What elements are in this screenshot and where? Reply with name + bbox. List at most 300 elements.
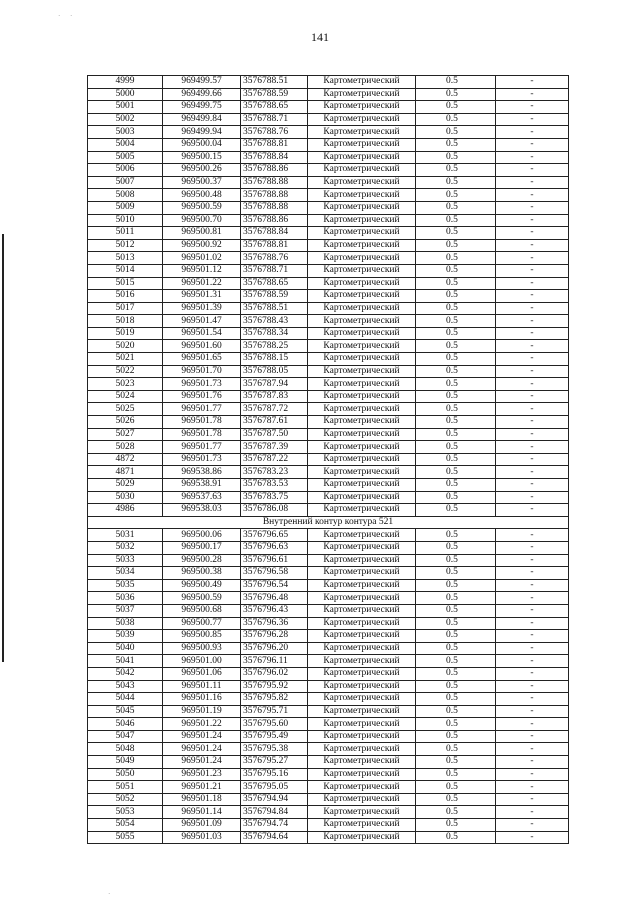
point-number-cell: 5015 bbox=[88, 277, 163, 290]
table-row bbox=[88, 227, 569, 240]
table-row bbox=[88, 441, 569, 454]
description-cell: - bbox=[496, 756, 569, 769]
point-number-cell: 5042 bbox=[88, 667, 163, 680]
x-coordinate-cell: 969500.59 bbox=[163, 592, 241, 605]
method-cell: Картометрический bbox=[308, 390, 416, 403]
table-row bbox=[88, 126, 569, 139]
x-coordinate-cell: 969501.16 bbox=[163, 693, 241, 706]
precision-cell: 0.5 bbox=[416, 806, 496, 819]
description-cell: - bbox=[496, 189, 569, 202]
table-row bbox=[88, 642, 569, 655]
x-coordinate-cell: 969499.75 bbox=[163, 101, 241, 114]
method-cell: Картометрический bbox=[308, 365, 416, 378]
description-cell: - bbox=[496, 201, 569, 214]
precision-cell: 0.5 bbox=[416, 441, 496, 454]
description-cell: - bbox=[496, 239, 569, 252]
table-row bbox=[88, 655, 569, 668]
x-coordinate-cell: 969500.85 bbox=[163, 630, 241, 643]
point-number-cell: 5032 bbox=[88, 541, 163, 554]
table-row bbox=[88, 214, 569, 227]
y-coordinate-cell: 3576796.02 bbox=[241, 667, 308, 680]
x-coordinate-cell: 969501.24 bbox=[163, 730, 241, 743]
description-cell: - bbox=[496, 88, 569, 101]
x-coordinate-cell: 969500.06 bbox=[163, 529, 241, 542]
point-number-cell: 5021 bbox=[88, 353, 163, 366]
table-row bbox=[88, 252, 569, 265]
description-cell: - bbox=[496, 592, 569, 605]
x-coordinate-cell: 969500.77 bbox=[163, 617, 241, 630]
method-cell: Картометрический bbox=[308, 403, 416, 416]
point-number-cell: 5040 bbox=[88, 642, 163, 655]
table-row bbox=[88, 466, 569, 479]
table-section-header bbox=[88, 516, 569, 529]
method-cell: Картометрический bbox=[308, 290, 416, 303]
x-coordinate-cell: 969501.22 bbox=[163, 277, 241, 290]
precision-cell: 0.5 bbox=[416, 819, 496, 832]
table-row bbox=[88, 428, 569, 441]
x-coordinate-cell: 969501.54 bbox=[163, 327, 241, 340]
method-cell: Картометрический bbox=[308, 201, 416, 214]
y-coordinate-cell: 3576788.81 bbox=[241, 138, 308, 151]
point-number-cell: 5030 bbox=[88, 491, 163, 504]
y-coordinate-cell: 3576787.39 bbox=[241, 441, 308, 454]
description-cell: - bbox=[496, 76, 569, 89]
scan-speck: · bbox=[70, 12, 73, 20]
point-number-cell: 5023 bbox=[88, 378, 163, 391]
y-coordinate-cell: 3576788.59 bbox=[241, 290, 308, 303]
y-coordinate-cell: 3576788.76 bbox=[241, 126, 308, 139]
table-row bbox=[88, 529, 569, 542]
table-body-inner-contour bbox=[88, 529, 569, 844]
method-cell: Картометрический bbox=[308, 718, 416, 731]
method-cell: Картометрический bbox=[308, 541, 416, 554]
y-coordinate-cell: 3576787.83 bbox=[241, 390, 308, 403]
y-coordinate-cell: 3576788.84 bbox=[241, 151, 308, 164]
precision-cell: 0.5 bbox=[416, 541, 496, 554]
point-number-cell: 5026 bbox=[88, 416, 163, 429]
x-coordinate-cell: 969501.21 bbox=[163, 781, 241, 794]
precision-cell: 0.5 bbox=[416, 151, 496, 164]
x-coordinate-cell: 969501.73 bbox=[163, 378, 241, 391]
method-cell: Картометрический bbox=[308, 315, 416, 328]
precision-cell: 0.5 bbox=[416, 340, 496, 353]
x-coordinate-cell: 969501.19 bbox=[163, 705, 241, 718]
table-row bbox=[88, 756, 569, 769]
y-coordinate-cell: 3576788.86 bbox=[241, 214, 308, 227]
y-coordinate-cell: 3576787.61 bbox=[241, 416, 308, 429]
x-coordinate-cell: 969501.24 bbox=[163, 756, 241, 769]
table-row bbox=[88, 604, 569, 617]
table-row bbox=[88, 353, 569, 366]
table-row bbox=[88, 201, 569, 214]
table-row bbox=[88, 88, 569, 101]
y-coordinate-cell: 3576796.65 bbox=[241, 529, 308, 542]
x-coordinate-cell: 969501.12 bbox=[163, 264, 241, 277]
method-cell: Картометрический bbox=[308, 277, 416, 290]
coordinates-table bbox=[87, 75, 569, 844]
page-number: 141 bbox=[311, 30, 329, 44]
x-coordinate-cell: 969500.17 bbox=[163, 541, 241, 554]
x-coordinate-cell: 969500.04 bbox=[163, 138, 241, 151]
description-cell: - bbox=[496, 264, 569, 277]
table-row bbox=[88, 403, 569, 416]
point-number-cell: 5022 bbox=[88, 365, 163, 378]
x-coordinate-cell: 969537.63 bbox=[163, 491, 241, 504]
description-cell: - bbox=[496, 504, 569, 517]
precision-cell: 0.5 bbox=[416, 176, 496, 189]
y-coordinate-cell: 3576795.05 bbox=[241, 781, 308, 794]
precision-cell: 0.5 bbox=[416, 390, 496, 403]
precision-cell: 0.5 bbox=[416, 756, 496, 769]
description-cell: - bbox=[496, 541, 569, 554]
point-number-cell: 5013 bbox=[88, 252, 163, 265]
table-row bbox=[88, 365, 569, 378]
method-cell: Картометрический bbox=[308, 441, 416, 454]
description-cell: - bbox=[496, 302, 569, 315]
x-coordinate-cell: 969501.78 bbox=[163, 416, 241, 429]
precision-cell: 0.5 bbox=[416, 252, 496, 265]
precision-cell: 0.5 bbox=[416, 88, 496, 101]
precision-cell: 0.5 bbox=[416, 479, 496, 492]
x-coordinate-cell: 969501.23 bbox=[163, 768, 241, 781]
y-coordinate-cell: 3576796.43 bbox=[241, 604, 308, 617]
precision-cell: 0.5 bbox=[416, 617, 496, 630]
precision-cell: 0.5 bbox=[416, 378, 496, 391]
point-number-cell: 5039 bbox=[88, 630, 163, 643]
precision-cell: 0.5 bbox=[416, 768, 496, 781]
precision-cell: 0.5 bbox=[416, 201, 496, 214]
method-cell: Картометрический bbox=[308, 604, 416, 617]
x-coordinate-cell: 969501.77 bbox=[163, 441, 241, 454]
precision-cell: 0.5 bbox=[416, 730, 496, 743]
y-coordinate-cell: 3576796.58 bbox=[241, 567, 308, 580]
point-number-cell: 5027 bbox=[88, 428, 163, 441]
y-coordinate-cell: 3576795.82 bbox=[241, 693, 308, 706]
table-row bbox=[88, 579, 569, 592]
description-cell: - bbox=[496, 718, 569, 731]
x-coordinate-cell: 969500.49 bbox=[163, 579, 241, 592]
point-number-cell: 5053 bbox=[88, 806, 163, 819]
description-cell: - bbox=[496, 781, 569, 794]
x-coordinate-cell: 969500.59 bbox=[163, 201, 241, 214]
method-cell: Картометрический bbox=[308, 680, 416, 693]
y-coordinate-cell: 3576788.43 bbox=[241, 315, 308, 328]
precision-cell: 0.5 bbox=[416, 604, 496, 617]
table-row bbox=[88, 453, 569, 466]
y-coordinate-cell: 3576788.88 bbox=[241, 189, 308, 202]
y-coordinate-cell: 3576783.75 bbox=[241, 491, 308, 504]
description-cell: - bbox=[496, 819, 569, 832]
point-number-cell: 5006 bbox=[88, 164, 163, 177]
y-coordinate-cell: 3576796.54 bbox=[241, 579, 308, 592]
y-coordinate-cell: 3576787.50 bbox=[241, 428, 308, 441]
x-coordinate-cell: 969500.93 bbox=[163, 642, 241, 655]
table-row bbox=[88, 768, 569, 781]
x-coordinate-cell: 969501.24 bbox=[163, 743, 241, 756]
table-row bbox=[88, 541, 569, 554]
table-row bbox=[88, 390, 569, 403]
precision-cell: 0.5 bbox=[416, 315, 496, 328]
method-cell: Картометрический bbox=[308, 617, 416, 630]
description-cell: - bbox=[496, 705, 569, 718]
x-coordinate-cell: 969500.28 bbox=[163, 554, 241, 567]
x-coordinate-cell: 969501.00 bbox=[163, 655, 241, 668]
method-cell: Картометрический bbox=[308, 466, 416, 479]
y-coordinate-cell: 3576795.49 bbox=[241, 730, 308, 743]
x-coordinate-cell: 969500.48 bbox=[163, 189, 241, 202]
method-cell: Картометрический bbox=[308, 227, 416, 240]
table-row bbox=[88, 718, 569, 731]
x-coordinate-cell: 969500.70 bbox=[163, 214, 241, 227]
y-coordinate-cell: 3576788.76 bbox=[241, 252, 308, 265]
y-coordinate-cell: 3576796.11 bbox=[241, 655, 308, 668]
table-row bbox=[88, 592, 569, 605]
y-coordinate-cell: 3576783.53 bbox=[241, 479, 308, 492]
table-row bbox=[88, 277, 569, 290]
description-cell: - bbox=[496, 378, 569, 391]
point-number-cell: 5047 bbox=[88, 730, 163, 743]
y-coordinate-cell: 3576788.65 bbox=[241, 101, 308, 114]
method-cell: Картометрический bbox=[308, 428, 416, 441]
point-number-cell: 5044 bbox=[88, 693, 163, 706]
table-row bbox=[88, 290, 569, 303]
method-cell: Картометрический bbox=[308, 693, 416, 706]
precision-cell: 0.5 bbox=[416, 365, 496, 378]
description-cell: - bbox=[496, 567, 569, 580]
precision-cell: 0.5 bbox=[416, 113, 496, 126]
method-cell: Картометрический bbox=[308, 705, 416, 718]
method-cell: Картометрический bbox=[308, 151, 416, 164]
method-cell: Картометрический bbox=[308, 214, 416, 227]
description-cell: - bbox=[496, 327, 569, 340]
y-coordinate-cell: 3576788.88 bbox=[241, 201, 308, 214]
point-number-cell: 5012 bbox=[88, 239, 163, 252]
point-number-cell: 5036 bbox=[88, 592, 163, 605]
table-row bbox=[88, 113, 569, 126]
y-coordinate-cell: 3576795.38 bbox=[241, 743, 308, 756]
table-row bbox=[88, 705, 569, 718]
method-cell: Картометрический bbox=[308, 667, 416, 680]
y-coordinate-cell: 3576788.71 bbox=[241, 113, 308, 126]
precision-cell: 0.5 bbox=[416, 264, 496, 277]
table-row bbox=[88, 340, 569, 353]
method-cell: Картометрический bbox=[308, 567, 416, 580]
method-cell: Картометрический bbox=[308, 126, 416, 139]
point-number-cell: 5000 bbox=[88, 88, 163, 101]
x-coordinate-cell: 969501.60 bbox=[163, 340, 241, 353]
description-cell: - bbox=[496, 466, 569, 479]
y-coordinate-cell: 3576788.15 bbox=[241, 353, 308, 366]
table-row bbox=[88, 479, 569, 492]
precision-cell: 0.5 bbox=[416, 403, 496, 416]
method-cell: Картометрический bbox=[308, 806, 416, 819]
x-coordinate-cell: 969538.86 bbox=[163, 466, 241, 479]
precision-cell: 0.5 bbox=[416, 579, 496, 592]
x-coordinate-cell: 969501.11 bbox=[163, 680, 241, 693]
method-cell: Картометрический bbox=[308, 781, 416, 794]
description-cell: - bbox=[496, 604, 569, 617]
section-title: Внутренний контур контура 521 bbox=[88, 516, 569, 529]
x-coordinate-cell: 969499.57 bbox=[163, 76, 241, 89]
point-number-cell: 4871 bbox=[88, 466, 163, 479]
y-coordinate-cell: 3576795.16 bbox=[241, 768, 308, 781]
x-coordinate-cell: 969501.39 bbox=[163, 302, 241, 315]
method-cell: Картометрический bbox=[308, 819, 416, 832]
method-cell: Картометрический bbox=[308, 239, 416, 252]
method-cell: Картометрический bbox=[308, 264, 416, 277]
point-number-cell: 5035 bbox=[88, 579, 163, 592]
point-number-cell: 5028 bbox=[88, 441, 163, 454]
point-number-cell: 5051 bbox=[88, 781, 163, 794]
description-cell: - bbox=[496, 113, 569, 126]
point-number-cell: 5008 bbox=[88, 189, 163, 202]
description-cell: - bbox=[496, 441, 569, 454]
precision-cell: 0.5 bbox=[416, 529, 496, 542]
y-coordinate-cell: 3576788.25 bbox=[241, 340, 308, 353]
precision-cell: 0.5 bbox=[416, 327, 496, 340]
precision-cell: 0.5 bbox=[416, 466, 496, 479]
table-row bbox=[88, 101, 569, 114]
method-cell: Картометрический bbox=[308, 164, 416, 177]
x-coordinate-cell: 969500.92 bbox=[163, 239, 241, 252]
precision-cell: 0.5 bbox=[416, 592, 496, 605]
description-cell: - bbox=[496, 353, 569, 366]
y-coordinate-cell: 3576794.84 bbox=[241, 806, 308, 819]
point-number-cell: 5017 bbox=[88, 302, 163, 315]
method-cell: Картометрический bbox=[308, 592, 416, 605]
precision-cell: 0.5 bbox=[416, 831, 496, 844]
precision-cell: 0.5 bbox=[416, 101, 496, 114]
method-cell: Картометрический bbox=[308, 743, 416, 756]
table-row bbox=[88, 693, 569, 706]
point-number-cell: 4999 bbox=[88, 76, 163, 89]
description-cell: - bbox=[496, 579, 569, 592]
table-row bbox=[88, 617, 569, 630]
method-cell: Картометрический bbox=[308, 554, 416, 567]
x-coordinate-cell: 969501.73 bbox=[163, 453, 241, 466]
y-coordinate-cell: 3576795.92 bbox=[241, 680, 308, 693]
precision-cell: 0.5 bbox=[416, 302, 496, 315]
method-cell: Картометрический bbox=[308, 76, 416, 89]
table-body-outer-contour bbox=[88, 76, 569, 517]
precision-cell: 0.5 bbox=[416, 214, 496, 227]
point-number-cell: 5033 bbox=[88, 554, 163, 567]
method-cell: Картометрический bbox=[308, 655, 416, 668]
description-cell: - bbox=[496, 743, 569, 756]
x-coordinate-cell: 969501.31 bbox=[163, 290, 241, 303]
x-coordinate-cell: 969500.26 bbox=[163, 164, 241, 177]
description-cell: - bbox=[496, 793, 569, 806]
point-number-cell: 5045 bbox=[88, 705, 163, 718]
precision-cell: 0.5 bbox=[416, 793, 496, 806]
precision-cell: 0.5 bbox=[416, 227, 496, 240]
precision-cell: 0.5 bbox=[416, 655, 496, 668]
point-number-cell: 5054 bbox=[88, 819, 163, 832]
method-cell: Картометрический bbox=[308, 453, 416, 466]
precision-cell: 0.5 bbox=[416, 76, 496, 89]
x-coordinate-cell: 969501.09 bbox=[163, 819, 241, 832]
precision-cell: 0.5 bbox=[416, 781, 496, 794]
method-cell: Картометрический bbox=[308, 756, 416, 769]
method-cell: Картометрический bbox=[308, 831, 416, 844]
point-number-cell: 5038 bbox=[88, 617, 163, 630]
description-cell: - bbox=[496, 214, 569, 227]
description-cell: - bbox=[496, 151, 569, 164]
description-cell: - bbox=[496, 428, 569, 441]
point-number-cell: 5049 bbox=[88, 756, 163, 769]
x-coordinate-cell: 969538.91 bbox=[163, 479, 241, 492]
y-coordinate-cell: 3576796.61 bbox=[241, 554, 308, 567]
method-cell: Картометрический bbox=[308, 378, 416, 391]
description-cell: - bbox=[496, 630, 569, 643]
table-row bbox=[88, 416, 569, 429]
y-coordinate-cell: 3576786.08 bbox=[241, 504, 308, 517]
table-row bbox=[88, 378, 569, 391]
precision-cell: 0.5 bbox=[416, 189, 496, 202]
x-coordinate-cell: 969501.03 bbox=[163, 831, 241, 844]
y-coordinate-cell: 3576783.23 bbox=[241, 466, 308, 479]
description-cell: - bbox=[496, 831, 569, 844]
y-coordinate-cell: 3576794.64 bbox=[241, 831, 308, 844]
point-number-cell: 5052 bbox=[88, 793, 163, 806]
table-row bbox=[88, 793, 569, 806]
y-coordinate-cell: 3576787.22 bbox=[241, 453, 308, 466]
point-number-cell: 4986 bbox=[88, 504, 163, 517]
table-row bbox=[88, 831, 569, 844]
y-coordinate-cell: 3576788.71 bbox=[241, 264, 308, 277]
description-cell: - bbox=[496, 138, 569, 151]
y-coordinate-cell: 3576787.94 bbox=[241, 378, 308, 391]
description-cell: - bbox=[496, 403, 569, 416]
point-number-cell: 5029 bbox=[88, 479, 163, 492]
description-cell: - bbox=[496, 176, 569, 189]
precision-cell: 0.5 bbox=[416, 504, 496, 517]
x-coordinate-cell: 969501.76 bbox=[163, 390, 241, 403]
table-row bbox=[88, 138, 569, 151]
method-cell: Картометрический bbox=[308, 138, 416, 151]
y-coordinate-cell: 3576796.20 bbox=[241, 642, 308, 655]
description-cell: - bbox=[496, 693, 569, 706]
method-cell: Картометрический bbox=[308, 189, 416, 202]
method-cell: Картометрический bbox=[308, 327, 416, 340]
precision-cell: 0.5 bbox=[416, 680, 496, 693]
description-cell: - bbox=[496, 416, 569, 429]
point-number-cell: 5003 bbox=[88, 126, 163, 139]
section-row bbox=[88, 516, 569, 529]
table-row bbox=[88, 302, 569, 315]
precision-cell: 0.5 bbox=[416, 693, 496, 706]
precision-cell: 0.5 bbox=[416, 428, 496, 441]
method-cell: Картометрический bbox=[308, 88, 416, 101]
x-coordinate-cell: 969501.18 bbox=[163, 793, 241, 806]
x-coordinate-cell: 969499.66 bbox=[163, 88, 241, 101]
table-row bbox=[88, 264, 569, 277]
y-coordinate-cell: 3576795.60 bbox=[241, 718, 308, 731]
table-row bbox=[88, 151, 569, 164]
table-row bbox=[88, 781, 569, 794]
method-cell: Картометрический bbox=[308, 579, 416, 592]
method-cell: Картометрический bbox=[308, 101, 416, 114]
table-row bbox=[88, 680, 569, 693]
point-number-cell: 5019 bbox=[88, 327, 163, 340]
y-coordinate-cell: 3576788.65 bbox=[241, 277, 308, 290]
method-cell: Картометрический bbox=[308, 642, 416, 655]
precision-cell: 0.5 bbox=[416, 416, 496, 429]
precision-cell: 0.5 bbox=[416, 705, 496, 718]
point-number-cell: 5031 bbox=[88, 529, 163, 542]
table-row bbox=[88, 567, 569, 580]
point-number-cell: 5041 bbox=[88, 655, 163, 668]
